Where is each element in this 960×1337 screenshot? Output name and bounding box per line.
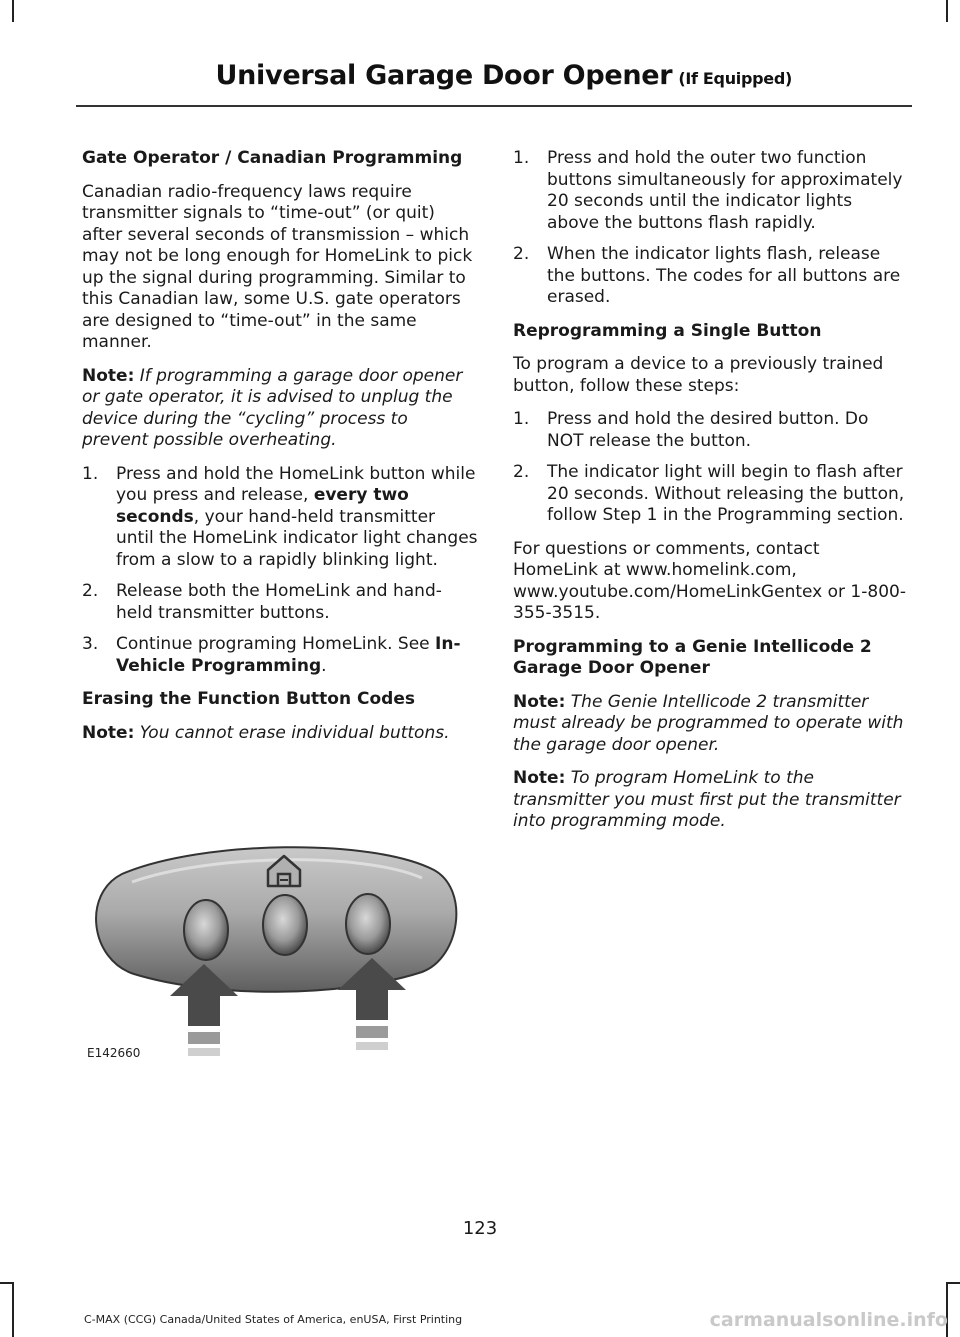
page-title	[216, 60, 792, 91]
step-text: .	[321, 655, 327, 676]
crop-mark-bottom-right-h	[946, 1282, 960, 1284]
note-label: Note:	[82, 722, 135, 743]
cross-reference-link[interactable]: In-Vehicle Programming	[116, 634, 461, 676]
list-item	[513, 409, 909, 452]
note-text: To program HomeLink to the transmitter you must first put the transmitter into programming mode.	[513, 768, 901, 831]
footer-printing-info: C-MAX (CCG) Canada/United States of America, enUSA, First Printing	[84, 1313, 463, 1326]
step-number: 2.	[513, 244, 530, 264]
note-label: Note:	[82, 365, 135, 386]
homelink-panel-illustration	[82, 838, 478, 1068]
right-column	[513, 148, 909, 845]
homelink-panel-svg	[82, 838, 478, 1068]
step-emphasis: every two seconds	[116, 485, 409, 527]
step-number: 2.	[82, 581, 99, 601]
homelink-button-center[interactable]	[263, 895, 307, 955]
note-label: Note:	[513, 768, 566, 788]
heading-genie: Programming to a Genie Intellicode 2 Garage Door Opener	[513, 636, 872, 678]
note-overheating	[82, 366, 478, 452]
page-number: 123	[462, 1218, 498, 1239]
step-text: When the indicator lights flash, release the buttons. The codes for all buttons are erased.	[547, 244, 901, 307]
step-text: Press and hold the outer two function buttons simultaneously for approximately 20 seconds until the indicator lights above the buttons flash rapidly.	[547, 148, 903, 233]
step-number: 3.	[82, 634, 99, 654]
watermark: carmanualsonline.info	[709, 1309, 948, 1331]
step-text: Press and hold the HomeLink button while you press and release,	[116, 463, 476, 505]
list-item	[513, 148, 909, 234]
homelink-button-right[interactable]	[346, 894, 390, 954]
page-title-main: Universal Garage Door Opener	[215, 60, 673, 91]
paragraph-contact: For questions or comments, contact HomeLink at www.homelink.com, www.youtube.com/HomeLinkGentex or 1-800-355-3515.	[513, 538, 906, 623]
list-item	[82, 634, 478, 677]
step-number: 1.	[513, 409, 530, 429]
crop-mark-bottom-left-h	[0, 1282, 14, 1284]
figure-label: E142660	[87, 1046, 141, 1060]
step-text: , your hand-held transmitter until the HomeLink indicator light changes from a slow to a rapidly blinking light.	[116, 506, 478, 570]
step-text: Release both the HomeLink and hand-held transmitter buttons.	[116, 581, 442, 623]
gate-programming-steps	[82, 464, 478, 678]
page-title-qualifier: (If Equipped)	[678, 69, 792, 88]
left-column	[82, 148, 478, 756]
note-text: If programming a garage door opener or gate operator, it is advised to unplug the device during the “cycling” process to prevent possible overheating.	[82, 365, 463, 450]
header-rule	[76, 105, 912, 107]
list-item	[513, 244, 909, 309]
crop-mark-top-left-v	[12, 0, 14, 22]
crop-mark-bottom-left-v	[12, 1282, 14, 1337]
erase-steps	[513, 148, 909, 309]
list-item	[82, 581, 478, 624]
step-text: Continue programing HomeLink. See	[116, 634, 430, 654]
list-item	[513, 462, 909, 527]
step-number: 1.	[82, 463, 99, 484]
note-text: You cannot erase individual buttons.	[139, 722, 450, 743]
list-item	[82, 464, 478, 572]
step-number: 2.	[513, 462, 530, 482]
step-text: Press and hold the desired button. Do NOT release the button.	[547, 409, 869, 451]
paragraph-canadian-laws: Canadian radio-frequency laws require transmitter signals to “time-out” (or quit) after several seconds of transmission – which may not be long enough for HomeLink to pick up the signal during programming. Similar to this Canadian law, some U.S. gate operators are designed to “time-out” in the same manner.	[82, 181, 473, 352]
note-individual-buttons	[82, 723, 478, 745]
note-label: Note:	[513, 691, 566, 712]
homelink-button-left[interactable]	[184, 900, 228, 960]
heading-reprogramming: Reprogramming a Single Button	[513, 320, 822, 341]
crop-mark-top-right-v	[946, 0, 948, 22]
heading-gate-operator: Gate Operator / Canadian Programming	[82, 148, 463, 168]
note-text: The Genie Intellicode 2 transmitter must already be programmed to operate with the garage door opener.	[513, 691, 904, 755]
note-genie-programmed	[513, 692, 909, 757]
step-text: The indicator light will begin to flash after 20 seconds. Without releasing the button, follow Step 1 in the Programming section.	[547, 462, 905, 525]
paragraph-reprogramming: To program a device to a previously trained button, follow these steps:	[513, 354, 884, 396]
step-number: 1.	[513, 148, 530, 168]
reprogramming-steps	[513, 409, 909, 527]
note-programming-mode	[513, 768, 909, 833]
heading-erasing-codes: Erasing the Function Button Codes	[82, 689, 415, 709]
